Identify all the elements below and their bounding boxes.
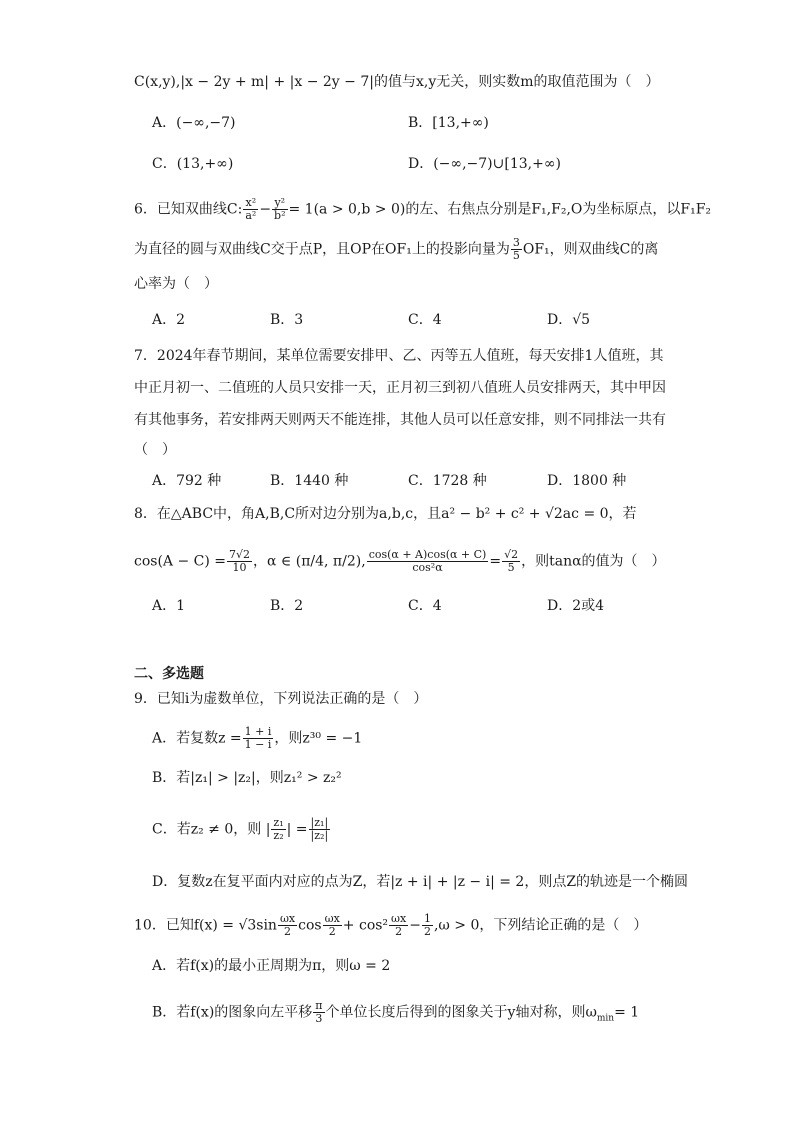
q8-cos-text: cos(A − C) = — [134, 553, 227, 570]
q9-option-c: C．若z₂ ≠ 0，则 | $\frac{\text{z₁}}{\text{z₂}}$ | = $\frac{\text{|z₁|}}{\text{|z₂|}}$ — [152, 816, 329, 842]
q6-text-a: 6．已知双曲线C: — [134, 201, 243, 218]
q7-option-c: C．1728 种 — [408, 473, 487, 489]
q5-option-b: B．[13,+∞) — [408, 115, 489, 131]
q8-option-c: C．4 — [408, 598, 442, 614]
q10-option-a: A．若f(x)的最小正周期为π，则ω = 2 — [152, 958, 391, 974]
q10-stem: 10．已知f(x) = √3sin $\frac{\omega x}{2}$ cos $\frac{\omega x}{2}$ + cos² $\frac{\omega x}{2}$ − $\frac{1}{2}$ ,ω > 0，下列结论正确的是（ ） — [134, 912, 648, 938]
q6-text-d: OF₁，则双曲线C的离 — [522, 241, 659, 258]
q6-option-c: C．4 — [408, 312, 442, 328]
q7-option-d: D．1800 种 — [547, 473, 627, 489]
q6-frac-proj: $\frac{3}{5}$ — [512, 236, 520, 262]
q7-line-3: 有其他事务，若安排两天则两天不能连排，其他人员可以任意安排，则不同排法一共有 — [134, 412, 666, 428]
q10-frac-4: $\frac{1}{2}$ — [423, 912, 431, 938]
q6-text-b: = 1(a > 0,b > 0)的左、右焦点分别是F₁,F₂,O为坐标原点，以F₁F₂ — [288, 201, 712, 218]
q6-text-c: 为直径的圆与双曲线C交于点P，且OP在OF₁上的投影向量为 — [134, 241, 510, 258]
q7-line-4: （ ） — [134, 442, 176, 458]
q8-option-b: B．2 — [270, 598, 304, 614]
q6-line-3: 心率为（ ） — [134, 276, 218, 292]
q10-frac-3: $\frac{\omega x}{2}$ — [391, 912, 407, 938]
q5-condition-line: C(x,y),|x − 2y + m| + |x − 2y − 7|的值与x,y无关，则实数m的取值范围为（ ） — [134, 74, 660, 90]
q7-option-b: B．1440 种 — [270, 473, 349, 489]
q8-frac-2: $\frac{\cos(\alpha + A)\cos(\alpha + C)}{\text{cos²α}}$ — [368, 548, 487, 574]
q6-frac-x: $\frac{\text{x²}}{\text{a²}}$ — [245, 196, 257, 222]
q9-stem: 9．已知i为虚数单位，下列说法正确的是（ ） — [134, 691, 428, 707]
q10-frac-1: $\frac{\omega x}{2}$ — [279, 912, 296, 938]
q7-line-1: 7．2024年春节期间，某单位需要安排甲、乙、丙等五人值班，每天安排1人值班，其 — [134, 348, 664, 364]
q10-b-frac: $\frac{\pi}{3}$ — [315, 999, 323, 1025]
q5-option-c: C．(13,+∞) — [152, 156, 234, 172]
q8-frac-1: $\frac{7√2}{10}$ — [229, 548, 251, 574]
q6-option-d: D．√5 — [547, 312, 591, 328]
q6-line-2 — [134, 237, 658, 262]
q10-option-b: B．若f(x)的图象向左平移 $\frac{\pi}{3}$ 个单位长度后得到的图象关于y轴对称，则$\omega_{min}= 1$ — [152, 999, 640, 1025]
q10-frac-2: $\frac{\omega x}{2}$ — [324, 912, 340, 938]
q9-option-d: D．复数z在复平面内对应的点为Z，若|z + i| + |z − i| = 2，则点Z的轨迹是一个椭圆 — [152, 874, 689, 890]
q9-a-frac: $\frac{1 + i}{1 - i}$ — [244, 725, 272, 751]
q8-alpha-range: ，α ∈ (π/4, π/2), — [253, 553, 366, 570]
q8-eq: = — [489, 553, 502, 570]
q6-frac-y: $\frac{\text{y²}}{\text{b²}}$ — [274, 196, 286, 222]
q8-option-d: D．2或4 — [547, 598, 605, 614]
q6-option-a: A．2 — [152, 312, 186, 328]
q9-c-frac-1: $\frac{\text{z₁}}{\text{z₂}}$ — [273, 816, 284, 842]
q8-line-2 — [134, 549, 666, 574]
q5-option-a: A．(−∞,−7) — [152, 115, 236, 131]
q9-option-a: A．若复数z = $\frac{1 + i}{1 - i}$ ，则z³⁰ = −1 — [152, 725, 363, 751]
q7-option-a: A．792 种 — [152, 473, 222, 489]
q8-question: ，则tanα的值为（ ） — [521, 553, 666, 570]
q5-option-d: D．(−∞,−7)∪[13,+∞) — [408, 156, 561, 172]
q6-option-b: B．3 — [270, 312, 304, 328]
q9-c-frac-2: $\frac{\text{|z₁|}}{\text{|z₂|}}$ — [310, 816, 329, 842]
q8-option-a: A．1 — [152, 598, 186, 614]
q9-option-b: B．若|z₁| > |z₂|，则z₁² > z₂² — [152, 770, 342, 786]
q8-frac-3: $\frac{√2}{5}$ — [504, 548, 519, 574]
q6-line-1: 6．已知双曲线C: $\frac{\text{x²}}{\text{a²}}$ − $\frac{\text{y²}}{\text{b²}}$ = 1(a > 0,b > 0)的左、右焦点分别是F₁,F₂,O为坐标原点，以F₁F₂ — [134, 196, 712, 222]
q8-line-1: 8．在△ABC中，角A,B,C所对边分别为a,b,c，且a² − b² + c² + √2ac = 0，若 — [134, 506, 637, 522]
section-heading-multiple-choice: 二、多选题 — [134, 666, 204, 682]
q7-line-2: 中正月初一、二值班的人员只安排一天，正月初三到初八值班人员安排两天，其中甲因 — [134, 380, 666, 396]
